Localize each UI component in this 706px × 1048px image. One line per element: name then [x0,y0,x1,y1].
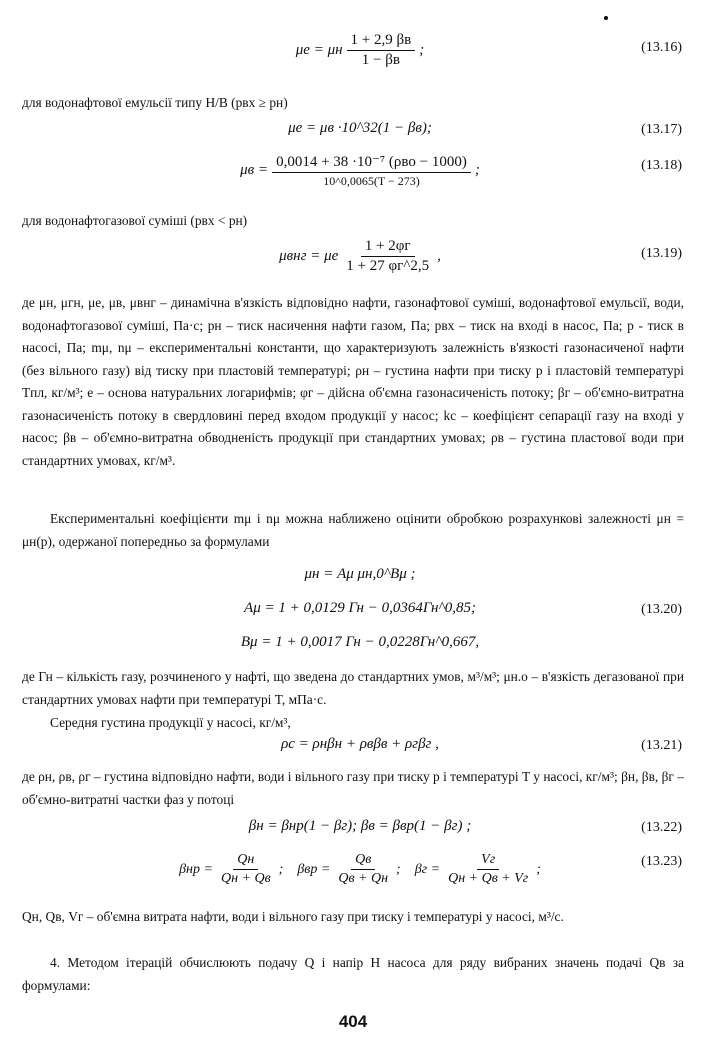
equation-13-20c [60,634,660,651]
eq-13-18-lhs: μв = [240,162,269,178]
iteration-paragraph [22,952,684,997]
eq-13-19-number: (13.19) [641,246,682,261]
eq-13-23-a-lhs: βнр = [179,861,213,877]
eq-13-21-expr: ρс = ρнβн + ρвβв + ρгβг , [281,736,439,752]
paragraph-4: Середня густина продукції у насосі, кг/м³, [50,715,291,730]
emulsion-line: для водонафтової емульсії типу Н/В (pвх ≥ pн) [22,95,288,110]
page-number: 404 [338,1012,368,1031]
eq-13-23-a-tail: ; [278,861,284,877]
equation-13-18 [60,152,660,189]
eq-13-23-b-numerator: Qв [351,852,375,870]
equation-13-17 [60,120,660,137]
eq-13-16-lhs: μе = μн [295,42,343,58]
equation-13-20a [60,566,660,583]
eq-13-23-a-fraction [217,852,275,887]
text-gas-mixture [22,210,684,233]
gas-mixture-line: для водонафтогазової суміші (pвх < pн) [22,213,248,228]
eq-13-16-numerator: 1 + 2,9 βв [347,32,416,51]
eq-13-20c-expr: Bμ = 1 + 0,0017 Гн − 0,0228Гн^0,667, [240,634,480,650]
eq-13-18-numerator: 0,0014 + 38 ·10⁻⁷ (ρво − 1000) [272,152,471,173]
paragraph-1: де μн, μгн, μе, μв, μвнг – динамічна в'язкість відповідно нафти, газонафтової суміші, водонафтової емульсії, води, водонафтогазової суміші, Па·с; pн – тиск насичення нафти газом, Па; pвх – тиск на вході в насос, Па; p - тиск в насосі, Па; mμ, nμ – експериментальні константи, що характеризують залежність в'язкості газонасиченої нафти (без вільного газу) від тиску при пластовій температурі; ρн – густина нафти при тиску p і пластовій температурі Tпл, кг/м³; e – основа натуральних логарифмів; φг – дійсна об'ємна газонасиченість потоку; βг – об'ємно-витратна газонасиченість потоку в свердловині перед входом продукції у насос; kс – коефіцієнт сепарації газу на вході у насос; βв – об'ємно-витратна обводненість продукції при стандартних умовах; ρв – густина пластової води при стандартних умовах, кг/м³. [22,295,684,468]
coefficients-paragraph [22,508,684,553]
eq-13-23-a-numerator: Qн [233,852,258,870]
flow-rate-paragraph [22,906,684,929]
eq-13-20-number: (13.20) [641,602,682,617]
eq-13-23-b-fraction [334,852,392,887]
eq-13-17-expr: μе = μв ·10^32(1 − βв); [288,120,432,136]
phase-density-paragraph [22,766,684,811]
equation-13-19 [60,238,660,275]
eq-13-23-number: (13.23) [641,854,682,869]
eq-13-19-fraction [342,238,433,275]
eq-13-23-b-tail: ; [396,861,401,877]
eq-13-19-numerator: 1 + 2φг [361,238,415,257]
eq-13-21-number: (13.21) [641,738,682,753]
eq-13-22-number: (13.22) [641,820,682,835]
equation-13-23 [60,852,660,887]
eq-13-23-c-numerator: Vг [477,852,499,870]
paragraph-7: 4. Методом ітерацій обчислюють подачу Q і напір H насоса для ряду вибраних значень подачі Qв за формулами: [22,955,684,993]
eq-13-23-b-lhs: βвр = [297,861,331,877]
eq-13-16-fraction [347,32,416,69]
eq-13-23-b-denominator: Qв + Qн [338,871,389,886]
eq-13-16-denominator: 1 − βв [361,52,400,68]
definitions-paragraph [22,292,684,472]
equation-13-16 [60,32,660,69]
eq-13-19-denominator: 1 + 27 φг^2,5 [346,258,430,274]
speck-mark [604,16,608,20]
eq-13-20b-expr: Aμ = 1 + 0,0129 Гн − 0,0364Гн^0,85; [244,600,476,616]
equation-13-20b [60,600,660,617]
eq-13-23-c-fraction [444,852,532,887]
eq-13-18-tail: ; [474,162,480,178]
paragraph-2: Експериментальні коефіцієнти mμ і nμ можна наближено оцінити обробкою розрахункові залежності μн = μн(p), одержаної попередньо за формулами [22,511,684,549]
paragraph-3: де Гн – кількість газу, розчиненого у нафті, що зведена до стандартних умов, м³/м³; μн.о – в'язкість дегазованої при стандартних умовах нафти при температурі T, мПа·с. [22,669,684,707]
eq-13-22-expr: βн = βнр(1 − βг); βв = βвр(1 − βг) ; [248,818,472,834]
text-emulsion-type [22,92,684,115]
eq-13-16-tail: ; [419,42,425,58]
eq-13-23-a-denominator: Qн + Qв [220,871,271,886]
eq-13-18-fraction [272,152,471,189]
paragraph-6: Qн, Qв, Vг – об'ємна витрата нафти, води і вільного газу при тиску і температурі у насосі, м³/с. [22,909,564,924]
equation-13-21 [60,736,660,753]
gas-amount-paragraph [22,666,684,711]
eq-13-23-c-lhs: βг = [414,861,441,877]
eq-13-23-c-denominator: Qн + Qв + Vг [448,871,529,886]
equation-13-22 [60,818,660,835]
eq-13-19-tail: , [437,248,441,264]
eq-13-19-lhs: μвнг = μе [279,248,339,264]
eq-13-18-number: (13.18) [641,158,682,173]
paragraph-5: де ρн, ρв, ρг – густина відповідно нафти, води і вільного газу при тиску p і температурі T у насосі, кг/м³; βн, βв, βг – об'ємно-витратні частки фаз у потоці [22,769,684,807]
eq-13-23-c-tail: ; [536,861,541,877]
eq-13-18-denominator: 10^0,0065(T − 273) [323,174,420,188]
eq-13-17-number: (13.17) [641,122,682,137]
density-paragraph [22,712,684,735]
eq-13-16-number: (13.16) [641,40,682,55]
eq-13-20a-expr: μн = Aμ μн,0^Bμ ; [304,566,416,582]
